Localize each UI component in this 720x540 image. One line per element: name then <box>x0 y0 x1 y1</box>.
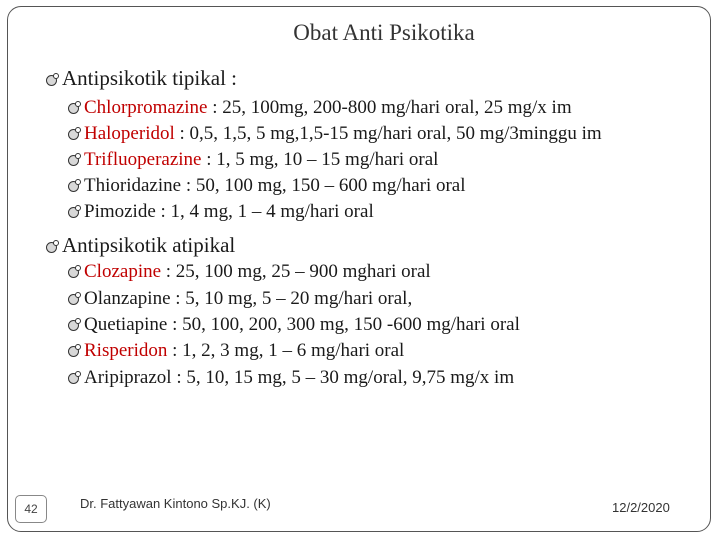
bullet-icon <box>66 318 82 330</box>
drug-name: Clozapine <box>84 261 162 282</box>
bullet-icon <box>66 205 82 217</box>
drug-dose: : 0,5, 1,5, 5 mg,1,5-15 mg/hari oral, 50 mg/3minggu im <box>174 123 602 144</box>
drug-name: Thioridazine <box>84 175 182 196</box>
slide-title: Obat Anti Psikotika <box>293 20 475 45</box>
section-heading-atypical: Antipsikotik atipikal <box>44 233 235 258</box>
drug-name: Olanzapine <box>84 288 171 309</box>
bullet-icon <box>66 344 82 356</box>
bullet-icon <box>66 371 82 383</box>
footer-author: Dr. Fattyawan Kintono Sp.KJ. (K) <box>80 496 271 511</box>
section-heading-typical: Antipsikotik tipikal : <box>44 66 237 91</box>
drug-name: Aripiprazol <box>84 367 172 388</box>
bullet-icon <box>66 101 82 113</box>
list-item <box>66 314 520 336</box>
list-item <box>66 123 602 145</box>
bullet-icon <box>44 73 60 85</box>
drug-dose: : 25, 100mg, 200-800 mg/hari oral, 25 mg/x im <box>207 97 572 118</box>
bullet-icon <box>66 153 82 165</box>
drug-name: Quetiapine <box>84 314 168 335</box>
footer-date: 12/2/2020 <box>612 500 670 515</box>
drug-dose: : 50, 100 mg, 150 – 600 mg/hari oral <box>181 175 466 196</box>
drug-dose: : 1, 4 mg, 1 – 4 mg/hari oral <box>155 201 374 222</box>
list-item <box>66 149 438 171</box>
drug-dose: : 1, 2, 3 mg, 1 – 6 mg/hari oral <box>167 340 405 361</box>
bullet-icon <box>66 127 82 139</box>
drug-name: Pimozide <box>84 201 156 222</box>
drug-dose: : 50, 100, 200, 300 mg, 150 -600 mg/hari oral <box>167 314 520 335</box>
drug-name: Risperidon <box>84 340 168 361</box>
list-item <box>66 340 404 362</box>
list-item <box>66 261 431 283</box>
list-item <box>66 288 412 310</box>
slide-number: 42 <box>15 495 47 523</box>
drug-name: Chlorpromazine <box>84 97 208 118</box>
drug-dose: : 5, 10, 15 mg, 5 – 30 mg/oral, 9,75 mg/x im <box>171 367 515 388</box>
drug-dose: : 1, 5 mg, 10 – 15 mg/hari oral <box>201 149 439 170</box>
drug-name: Haloperidol <box>84 123 175 144</box>
list-item <box>66 201 374 223</box>
bullet-icon <box>66 265 82 277</box>
list-item <box>66 175 466 197</box>
bullet-icon <box>66 292 82 304</box>
list-item <box>66 97 572 119</box>
list-item <box>66 367 514 389</box>
drug-dose: : 25, 100 mg, 25 – 900 mghari oral <box>161 261 431 282</box>
drug-name: Trifluoperazine <box>84 149 202 170</box>
bullet-icon <box>66 179 82 191</box>
drug-dose: : 5, 10 mg, 5 – 20 mg/hari oral, <box>170 288 413 309</box>
bullet-icon <box>44 240 60 252</box>
